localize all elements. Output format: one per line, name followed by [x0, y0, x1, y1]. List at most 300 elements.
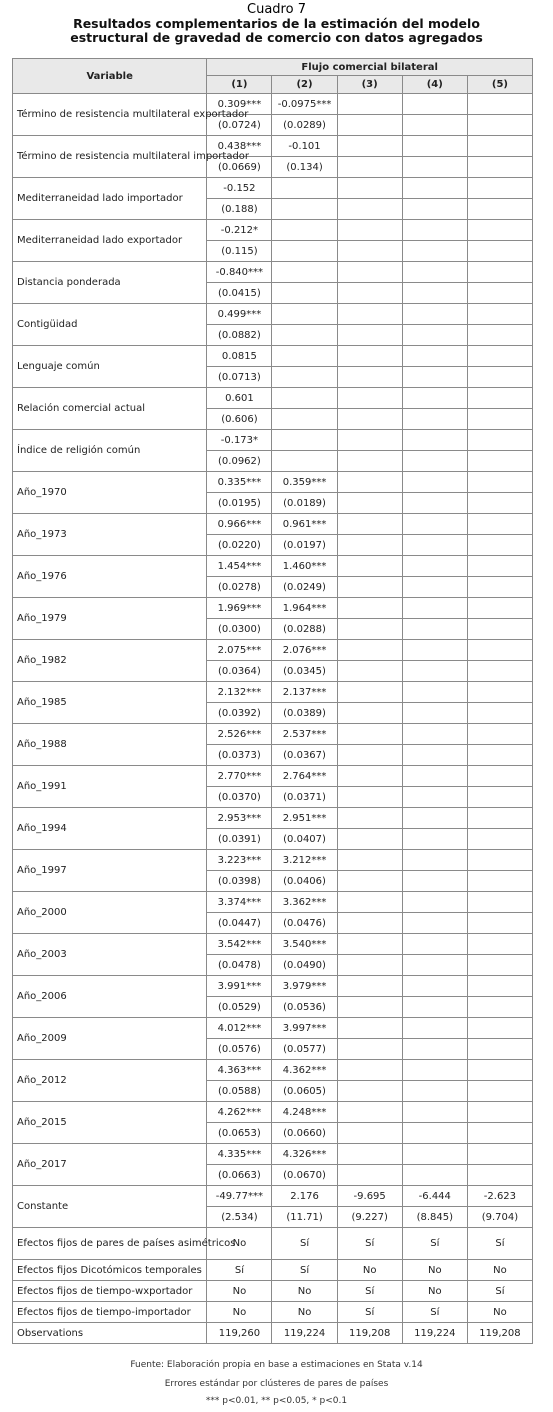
- coefficient-cell: [467, 388, 532, 409]
- standard-error-cell: (0.0289): [272, 115, 337, 136]
- variable-label: Término de resistencia multilateral importador: [13, 136, 207, 178]
- standard-error-cell: (0.0288): [272, 619, 337, 640]
- standard-error-cell: [467, 829, 532, 850]
- fixed-effect-cell: No: [337, 1260, 402, 1281]
- table-row-coefficient: [13, 1018, 533, 1039]
- coefficient-cell: [467, 556, 532, 577]
- group-header: Flujo comercial bilateral: [207, 59, 533, 76]
- standard-error-cell: [402, 367, 467, 388]
- coefficient-cell: [337, 388, 402, 409]
- standard-error-cell: (0.0189): [272, 493, 337, 514]
- standard-error-cell: [337, 283, 402, 304]
- standard-error-cell: (0.606): [207, 409, 272, 430]
- table-row-coefficient: [13, 178, 533, 199]
- standard-error-cell: [337, 997, 402, 1018]
- fixed-effect-cell: Sí: [467, 1228, 532, 1260]
- standard-error-cell: [272, 325, 337, 346]
- standard-error-cell: [402, 493, 467, 514]
- standard-error-cell: [402, 703, 467, 724]
- table-number: Cuadro 7: [247, 2, 306, 17]
- fixed-effect-cell: No: [467, 1302, 532, 1323]
- standard-error-cell: [337, 829, 402, 850]
- standard-error-cell: [402, 451, 467, 472]
- coefficient-cell: [402, 220, 467, 241]
- coefficient-cell: -0.173*: [207, 430, 272, 451]
- coefficient-cell: 4.335***: [207, 1144, 272, 1165]
- standard-error-cell: [467, 787, 532, 808]
- standard-error-cell: [272, 241, 337, 262]
- fixed-effect-cell: Sí: [207, 1260, 272, 1281]
- table-row-coefficient: [13, 976, 533, 997]
- standard-error-cell: [337, 199, 402, 220]
- coefficient-cell: [337, 766, 402, 787]
- fixed-effect-label: Efectos fijos de tiempo-wxportador: [13, 1281, 207, 1302]
- coefficient-cell: [402, 1060, 467, 1081]
- standard-error-cell: [467, 619, 532, 640]
- coefficient-cell: 3.362***: [272, 892, 337, 913]
- variable-label: Constante: [13, 1186, 207, 1228]
- standard-error-cell: (0.0367): [272, 745, 337, 766]
- fixed-effect-cell: No: [402, 1281, 467, 1302]
- coefficient-cell: 2.137***: [272, 682, 337, 703]
- standard-error-cell: [402, 409, 467, 430]
- standard-error-cell: [337, 451, 402, 472]
- standard-error-cell: [337, 745, 402, 766]
- coefficient-cell: 0.499***: [207, 304, 272, 325]
- table-row-coefficient: [13, 1186, 533, 1207]
- coefficient-cell: [467, 220, 532, 241]
- table-row-coefficient: [13, 934, 533, 955]
- coefficient-cell: [272, 304, 337, 325]
- standard-error-cell: [337, 661, 402, 682]
- column-header: (4): [402, 76, 467, 94]
- coefficient-cell: [337, 346, 402, 367]
- standard-error-cell: [337, 703, 402, 724]
- standard-error-cell: [337, 913, 402, 934]
- variable-label: Mediterraneidad lado importador: [13, 178, 207, 220]
- coefficient-cell: [272, 430, 337, 451]
- standard-error-cell: (0.0660): [272, 1123, 337, 1144]
- coefficient-cell: [337, 1060, 402, 1081]
- standard-error-cell: (0.0478): [207, 955, 272, 976]
- standard-error-cell: (0.115): [207, 241, 272, 262]
- coefficient-cell: [337, 220, 402, 241]
- standard-error-cell: [272, 451, 337, 472]
- coefficient-cell: [337, 1018, 402, 1039]
- coefficient-cell: -0.840***: [207, 262, 272, 283]
- coefficient-cell: 4.262***: [207, 1102, 272, 1123]
- standard-error-cell: [467, 997, 532, 1018]
- coefficient-cell: [402, 556, 467, 577]
- standard-error-cell: [402, 661, 467, 682]
- standard-error-cell: [467, 451, 532, 472]
- coefficient-cell: [467, 724, 532, 745]
- coefficient-cell: [402, 850, 467, 871]
- standard-error-cell: (0.0653): [207, 1123, 272, 1144]
- standard-error-cell: [467, 703, 532, 724]
- standard-error-cell: [337, 367, 402, 388]
- fixed-effect-cell: Sí: [337, 1302, 402, 1323]
- table-row-coefficient: [13, 304, 533, 325]
- coefficient-cell: [402, 724, 467, 745]
- coefficient-cell: [337, 1144, 402, 1165]
- coefficient-cell: [467, 430, 532, 451]
- coefficient-cell: [337, 640, 402, 661]
- standard-error-cell: [467, 1081, 532, 1102]
- standard-error-cell: [402, 115, 467, 136]
- standard-error-cell: (0.0962): [207, 451, 272, 472]
- coefficient-cell: 3.542***: [207, 934, 272, 955]
- standard-error-cell: [402, 1081, 467, 1102]
- coefficient-cell: -0.101: [272, 136, 337, 157]
- coefficient-cell: [402, 94, 467, 115]
- coefficient-cell: 3.212***: [272, 850, 337, 871]
- coefficient-cell: 3.997***: [272, 1018, 337, 1039]
- standard-error-cell: [402, 535, 467, 556]
- standard-error-cell: [402, 1123, 467, 1144]
- standard-error-cell: [467, 493, 532, 514]
- coefficient-cell: 2.076***: [272, 640, 337, 661]
- coefficient-cell: [337, 976, 402, 997]
- coefficient-cell: [402, 1102, 467, 1123]
- coefficient-cell: 4.362***: [272, 1060, 337, 1081]
- table-row-coefficient: [13, 766, 533, 787]
- coefficient-cell: [467, 1018, 532, 1039]
- results-body: [13, 94, 533, 1344]
- fixed-effect-cell: No: [207, 1302, 272, 1323]
- coefficient-cell: [467, 892, 532, 913]
- standard-error-cell: (0.0406): [272, 871, 337, 892]
- coefficient-cell: -6.444: [402, 1186, 467, 1207]
- coefficient-cell: 4.012***: [207, 1018, 272, 1039]
- standard-error-cell: [467, 1165, 532, 1186]
- standard-error-cell: (9.227): [337, 1207, 402, 1228]
- standard-error-cell: [402, 283, 467, 304]
- fixed-effect-cell: Sí: [272, 1260, 337, 1281]
- coefficient-cell: [402, 304, 467, 325]
- standard-error-cell: [272, 367, 337, 388]
- coefficient-cell: 3.540***: [272, 934, 337, 955]
- standard-error-cell: (0.0713): [207, 367, 272, 388]
- table-title-line-2: estructural de gravedad de comercio con datos agregados: [70, 30, 483, 45]
- variable-label: Año_1988: [13, 724, 207, 766]
- standard-error-cell: (0.0588): [207, 1081, 272, 1102]
- table-row-fixed-effect: [13, 1281, 533, 1302]
- coefficient-cell: 3.991***: [207, 976, 272, 997]
- coefficient-cell: [337, 556, 402, 577]
- standard-error-cell: [402, 1039, 467, 1060]
- standard-error-cell: [337, 325, 402, 346]
- coefficient-cell: [402, 388, 467, 409]
- standard-error-cell: (0.0345): [272, 661, 337, 682]
- coefficient-cell: [402, 1018, 467, 1039]
- coefficient-cell: -0.152: [207, 178, 272, 199]
- coefficient-cell: [467, 514, 532, 535]
- results-table: [12, 58, 533, 1344]
- fixed-effect-cell: No: [467, 1260, 532, 1281]
- standard-error-cell: [337, 1165, 402, 1186]
- column-header: (5): [467, 76, 532, 94]
- table-row-coefficient: [13, 1102, 533, 1123]
- standard-error-cell: [467, 325, 532, 346]
- standard-error-cell: [337, 577, 402, 598]
- standard-error-cell: [467, 913, 532, 934]
- fixed-effect-cell: Sí: [467, 1281, 532, 1302]
- standard-error-cell: (0.0371): [272, 787, 337, 808]
- variable-label: Año_2015: [13, 1102, 207, 1144]
- coefficient-cell: -49.77***: [207, 1186, 272, 1207]
- coefficient-cell: 2.132***: [207, 682, 272, 703]
- variable-label: Año_2000: [13, 892, 207, 934]
- table-row-coefficient: [13, 136, 533, 157]
- table-row-fixed-effect: [13, 1323, 533, 1344]
- coefficient-cell: [467, 766, 532, 787]
- standard-error-cell: [467, 745, 532, 766]
- coefficient-cell: 0.309***: [207, 94, 272, 115]
- variable-label: Término de resistencia multilateral exportador: [13, 94, 207, 136]
- variable-label: Año_2009: [13, 1018, 207, 1060]
- coefficient-cell: [337, 682, 402, 703]
- coefficient-cell: [467, 262, 532, 283]
- coefficient-cell: [467, 346, 532, 367]
- coefficient-cell: [467, 850, 532, 871]
- coefficient-cell: [467, 640, 532, 661]
- coefficient-cell: [402, 178, 467, 199]
- coefficient-cell: 1.460***: [272, 556, 337, 577]
- coefficient-cell: [402, 682, 467, 703]
- standard-error-cell: (11.71): [272, 1207, 337, 1228]
- coefficient-cell: [467, 136, 532, 157]
- standard-error-cell: (0.0195): [207, 493, 272, 514]
- coefficient-cell: 2.526***: [207, 724, 272, 745]
- standard-error-cell: [337, 1081, 402, 1102]
- variable-label: Año_1979: [13, 598, 207, 640]
- fixed-effect-cell: No: [207, 1281, 272, 1302]
- standard-error-cell: (0.0373): [207, 745, 272, 766]
- fixed-effect-cell: Sí: [337, 1228, 402, 1260]
- table-row-fixed-effect: [13, 1260, 533, 1281]
- fixed-effect-cell: No: [402, 1260, 467, 1281]
- coefficient-cell: 2.951***: [272, 808, 337, 829]
- standard-error-cell: (0.0605): [272, 1081, 337, 1102]
- standard-error-cell: [402, 745, 467, 766]
- variable-label: Relación comercial actual: [13, 388, 207, 430]
- table-row-coefficient: [13, 514, 533, 535]
- column-header: (2): [272, 76, 337, 94]
- standard-error-cell: (0.188): [207, 199, 272, 220]
- standard-error-cell: (2.534): [207, 1207, 272, 1228]
- fixed-effect-cell: Sí: [402, 1228, 467, 1260]
- coefficient-cell: [402, 976, 467, 997]
- fixed-effect-label: Efectos fijos Dicotómicos temporales: [13, 1260, 207, 1281]
- standard-error-cell: [402, 955, 467, 976]
- coefficient-cell: [272, 346, 337, 367]
- standard-error-cell: (0.0490): [272, 955, 337, 976]
- standard-error-cell: [272, 409, 337, 430]
- standard-error-cell: [467, 409, 532, 430]
- fixed-effect-cell: Sí: [337, 1281, 402, 1302]
- coefficient-cell: 0.961***: [272, 514, 337, 535]
- standard-error-cell: (0.0391): [207, 829, 272, 850]
- fixed-effect-cell: 119,224: [272, 1323, 337, 1344]
- standard-error-cell: [467, 199, 532, 220]
- fixed-effect-cell: No: [207, 1228, 272, 1260]
- significance-note: *** p<0.01, ** p<0.05, * p<0.1: [205, 1396, 348, 1406]
- coefficient-cell: -0.0975***: [272, 94, 337, 115]
- standard-error-cell: [272, 199, 337, 220]
- standard-error-cell: [402, 787, 467, 808]
- coefficient-cell: [467, 808, 532, 829]
- coefficient-cell: [467, 94, 532, 115]
- variable-label: Año_1970: [13, 472, 207, 514]
- standard-error-cell: (0.0364): [207, 661, 272, 682]
- standard-error-cell: (0.0670): [272, 1165, 337, 1186]
- standard-error-cell: [467, 157, 532, 178]
- standard-error-cell: (0.0576): [207, 1039, 272, 1060]
- table-row-coefficient: [13, 598, 533, 619]
- table-row-coefficient: [13, 808, 533, 829]
- standard-error-cell: (0.0249): [272, 577, 337, 598]
- coefficient-cell: [402, 262, 467, 283]
- coefficient-cell: [402, 136, 467, 157]
- table-row-coefficient: [13, 346, 533, 367]
- standard-error-cell: [402, 913, 467, 934]
- coefficient-cell: [402, 514, 467, 535]
- standard-error-cell: (0.0300): [207, 619, 272, 640]
- fixed-effect-cell: 119,224: [402, 1323, 467, 1344]
- variable-label: Año_1997: [13, 850, 207, 892]
- source-note: Fuente: Elaboración propia en base a estimaciones en Stata v.14: [130, 1360, 423, 1370]
- standard-error-cell: [467, 367, 532, 388]
- table-row-coefficient: [13, 220, 533, 241]
- variable-label: Año_2006: [13, 976, 207, 1018]
- standard-error-cell: [402, 325, 467, 346]
- standard-error-cell: (0.0882): [207, 325, 272, 346]
- column-header: (3): [337, 76, 402, 94]
- coefficient-cell: [337, 934, 402, 955]
- table-row-coefficient: [13, 262, 533, 283]
- standard-error-cell: [467, 535, 532, 556]
- coefficient-cell: [272, 220, 337, 241]
- coefficient-cell: 4.326***: [272, 1144, 337, 1165]
- standard-error-cell: (0.0197): [272, 535, 337, 556]
- coefficient-cell: [467, 1102, 532, 1123]
- coefficient-cell: [337, 178, 402, 199]
- standard-error-cell: (0.0476): [272, 913, 337, 934]
- fixed-effect-cell: No: [272, 1281, 337, 1302]
- coefficient-cell: 0.359***: [272, 472, 337, 493]
- standard-error-cell: (0.0370): [207, 787, 272, 808]
- standard-error-cell: (8.845): [402, 1207, 467, 1228]
- variable-label: Año_1976: [13, 556, 207, 598]
- coefficient-cell: 2.075***: [207, 640, 272, 661]
- coefficient-cell: 0.438***: [207, 136, 272, 157]
- coefficient-cell: 0.335***: [207, 472, 272, 493]
- standard-error-cell: [337, 787, 402, 808]
- coefficient-cell: [402, 1144, 467, 1165]
- standard-error-cell: (0.0577): [272, 1039, 337, 1060]
- table-row-coefficient: [13, 892, 533, 913]
- standard-error-cell: [467, 1123, 532, 1144]
- standard-error-cell: [467, 1039, 532, 1060]
- variable-label: Año_1973: [13, 514, 207, 556]
- standard-error-cell: [337, 535, 402, 556]
- fixed-effect-cell: 119,260: [207, 1323, 272, 1344]
- coefficient-cell: [402, 472, 467, 493]
- coefficient-cell: [467, 1144, 532, 1165]
- coefficient-cell: [467, 1060, 532, 1081]
- standard-error-cell: [337, 157, 402, 178]
- header-row-group: [13, 59, 533, 76]
- standard-error-cell: (0.0398): [207, 871, 272, 892]
- variable-label: Año_2017: [13, 1144, 207, 1186]
- coefficient-cell: [337, 598, 402, 619]
- standard-error-cell: (0.0529): [207, 997, 272, 1018]
- coefficient-cell: 2.770***: [207, 766, 272, 787]
- table-row-coefficient: [13, 640, 533, 661]
- table-row-coefficient: [13, 388, 533, 409]
- standard-error-cell: [402, 1165, 467, 1186]
- coefficient-cell: [337, 136, 402, 157]
- standard-error-cell: [337, 1123, 402, 1144]
- coefficient-cell: 2.953***: [207, 808, 272, 829]
- coefficient-cell: [467, 598, 532, 619]
- standard-error-cell: [402, 829, 467, 850]
- table-row-coefficient: [13, 472, 533, 493]
- table-row-coefficient: [13, 1144, 533, 1165]
- coefficient-cell: -2.623: [467, 1186, 532, 1207]
- coefficient-cell: [402, 430, 467, 451]
- coefficient-cell: [402, 934, 467, 955]
- standard-error-cell: [467, 241, 532, 262]
- fixed-effect-cell: Sí: [402, 1302, 467, 1323]
- se-note: Errores estándar por clústeres de pares de países: [164, 1379, 389, 1389]
- standard-error-cell: [467, 871, 532, 892]
- variable-label: Año_1982: [13, 640, 207, 682]
- standard-error-cell: [467, 955, 532, 976]
- standard-error-cell: [402, 619, 467, 640]
- coefficient-cell: 0.0815: [207, 346, 272, 367]
- coefficient-cell: -0.212*: [207, 220, 272, 241]
- standard-error-cell: (0.0663): [207, 1165, 272, 1186]
- table-row-coefficient: [13, 850, 533, 871]
- standard-error-cell: [272, 283, 337, 304]
- coefficient-cell: [402, 808, 467, 829]
- table-row-coefficient: [13, 724, 533, 745]
- standard-error-cell: [337, 409, 402, 430]
- coefficient-cell: 4.248***: [272, 1102, 337, 1123]
- fixed-effect-label: Observations: [13, 1323, 207, 1344]
- fixed-effect-cell: 119,208: [467, 1323, 532, 1344]
- standard-error-cell: (0.0407): [272, 829, 337, 850]
- standard-error-cell: [402, 577, 467, 598]
- coefficient-cell: 3.374***: [207, 892, 272, 913]
- coefficient-cell: 1.964***: [272, 598, 337, 619]
- table-row-fixed-effect: [13, 1228, 533, 1260]
- coefficient-cell: [402, 346, 467, 367]
- coefficient-cell: [337, 430, 402, 451]
- coefficient-cell: [337, 892, 402, 913]
- coefficient-cell: [337, 808, 402, 829]
- fixed-effect-label: Efectos fijos de tiempo-importador: [13, 1302, 207, 1323]
- table-row-coefficient: [13, 1060, 533, 1081]
- coefficient-cell: [467, 304, 532, 325]
- fixed-effect-cell: Sí: [272, 1228, 337, 1260]
- table-title-line-1: Resultados complementarios de la estimación del modelo: [73, 16, 480, 31]
- coefficient-cell: 2.764***: [272, 766, 337, 787]
- standard-error-cell: [467, 661, 532, 682]
- coefficient-cell: [272, 388, 337, 409]
